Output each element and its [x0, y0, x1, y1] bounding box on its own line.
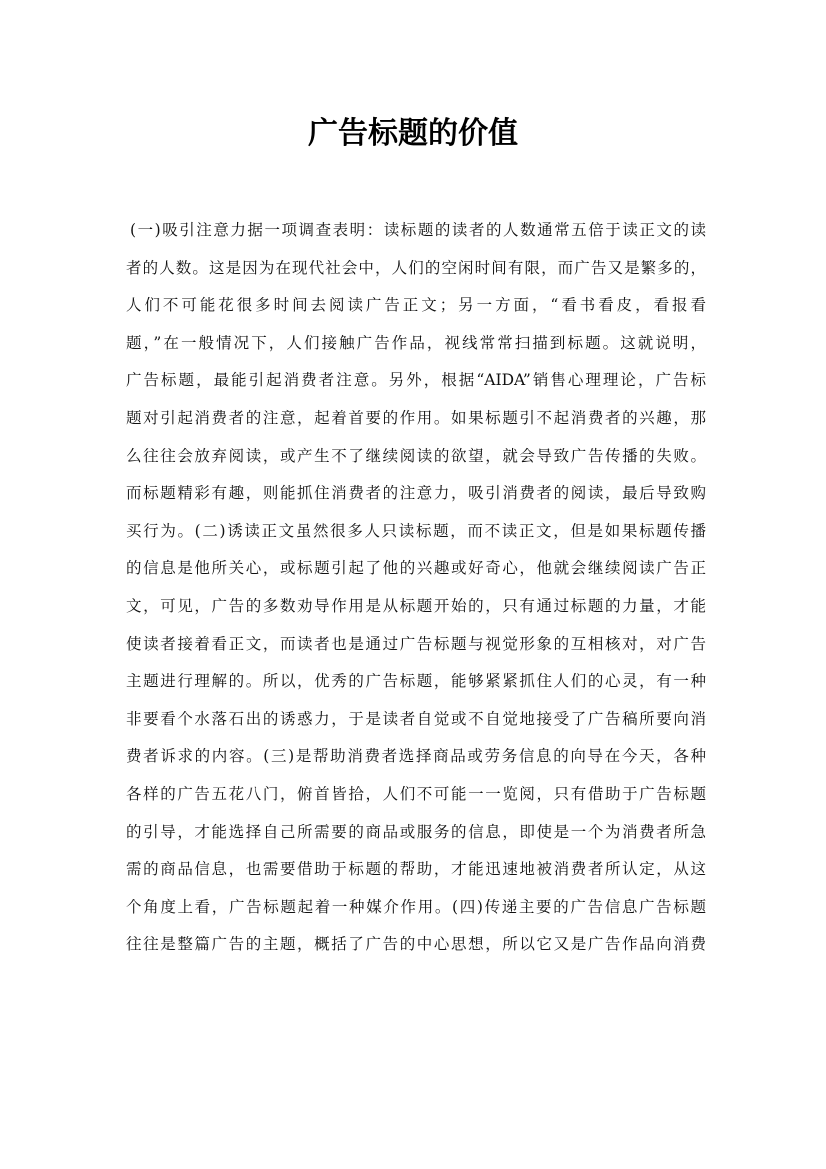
- body-line: 买行为。(二)诱读正文虽然很多人只读标题，而不读正文，但是如果标题传播: [126, 521, 706, 540]
- body-line: 题，”在一般情况下，人们接触广告作品，视线常常扫描到标题。这就说明，: [126, 333, 706, 352]
- body-line: 主题进行理解的。所以，优秀的广告标题，能够紧紧抓住人们的心灵，有一种: [126, 672, 706, 691]
- body-line: 题对引起消费者的注意，起着首要的作用。如果标题引不起消费者的兴趣，那: [126, 408, 706, 427]
- body-line: 么往往会放弃阅读，或产生不了继续阅读的欲望，就会导致广告传播的失败。: [126, 446, 706, 465]
- body-line: (一)吸引注意力据一项调查表明：读标题的读者的人数通常五倍于读正文的读: [130, 221, 706, 239]
- body-line: 往往是整篇广告的主题，概括了广告的中心思想，所以它又是广告作品向消费: [126, 935, 706, 954]
- body-line: 的信息是他所关心，或标题引起了他的兴趣或好奇心，他就会继续阅读广告正: [126, 559, 706, 578]
- page-title: 广告标题的价值: [308, 116, 518, 151]
- body-line: 使读者接着看正文，而读者也是通过广告标题与视觉形象的互相核对，对广告: [126, 634, 706, 653]
- body-line: 各样的广告五花八门，俯首皆拾，人们不可能一一览阅，只有借助于广告标题: [126, 784, 706, 803]
- body-line: 而标题精彩有趣，则能抓住消费者的注意力，吸引消费者的阅读，最后导致购: [126, 484, 706, 503]
- body-line: 个角度上看，广告标题起着一种媒介作用。(四)传递主要的广告信息广告标题: [126, 897, 706, 916]
- body-line: 文，可见，广告的多数劝导作用是从标题开始的，只有通过标题的力量，才能: [126, 596, 706, 615]
- body-line: 者的人数。这是因为在现代社会中，人们的空闲时间有限，而广告又是繁多的，: [126, 258, 706, 277]
- body-line: 需的商品信息，也需要借助于标题的帮助，才能迅速地被消费者所认定，从这: [126, 860, 706, 879]
- body-line: 人们不可能花很多时间去阅读广告正文；另一方面，“看书看皮，看报看: [126, 296, 706, 315]
- body-line: 广告标题，最能引起消费者注意。另外，根据“AIDA”销售心理理论，广告标: [126, 371, 706, 390]
- body-text: [126, 212, 706, 964]
- body-line: 的引导，才能选择自己所需要的商品或服务的信息，即使是一个为消费者所急: [126, 822, 706, 841]
- body-line: 非要看个水落石出的诱惑力，于是读者自觉或不自觉地接受了广告稿所要向消: [126, 709, 706, 728]
- body-line: 费者诉求的内容。(三)是帮助消费者选择商品或劳务信息的向导在今天，各种: [126, 747, 706, 766]
